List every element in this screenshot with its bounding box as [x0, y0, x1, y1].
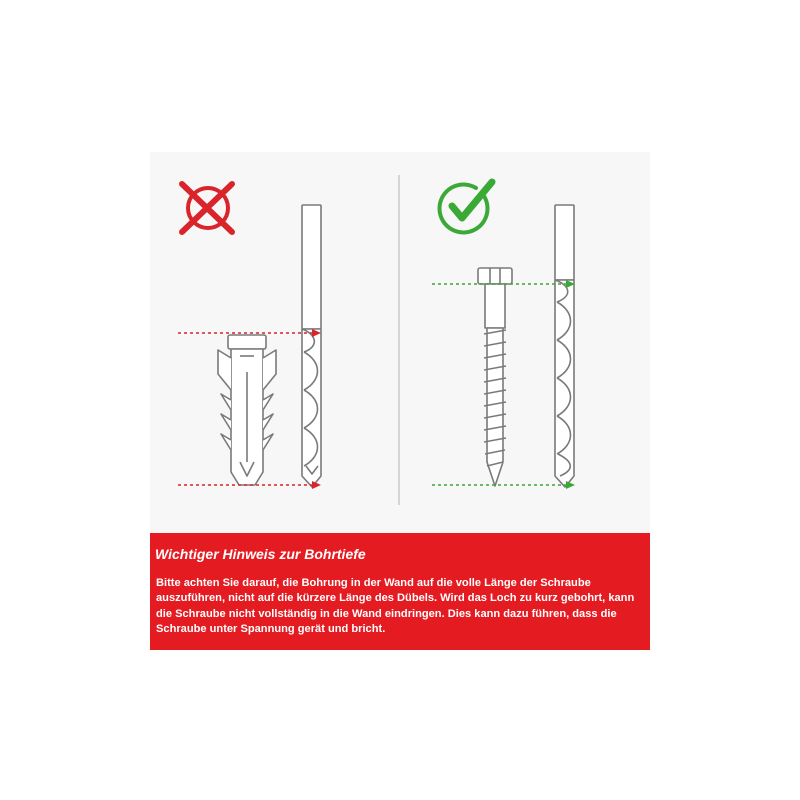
green-checkmark-icon [440, 182, 492, 232]
notice-body: Bitte achten Sie darauf, die Bohrung in der Wand auf die volle Länge der Schraube auszuführen, nicht auf die kürzere Länge des Dübels. Wird das Loch zu kurz gebohrt, kann die Schraube nicht vollständig in die Wand eindringen. Dies kann dazu führen, dass die Schraube unter Spannung gerät und bricht. [156, 577, 635, 636]
hex-screw [478, 268, 512, 486]
wall-plug [218, 335, 276, 485]
notice-title: Wichtiger Hinweis zur Bohrtiefe [155, 546, 366, 562]
drilling-depth-notice [150, 533, 650, 650]
left-drill-bit [302, 205, 321, 487]
right-drill-bit [555, 205, 574, 487]
red-cross-icon [182, 184, 232, 232]
